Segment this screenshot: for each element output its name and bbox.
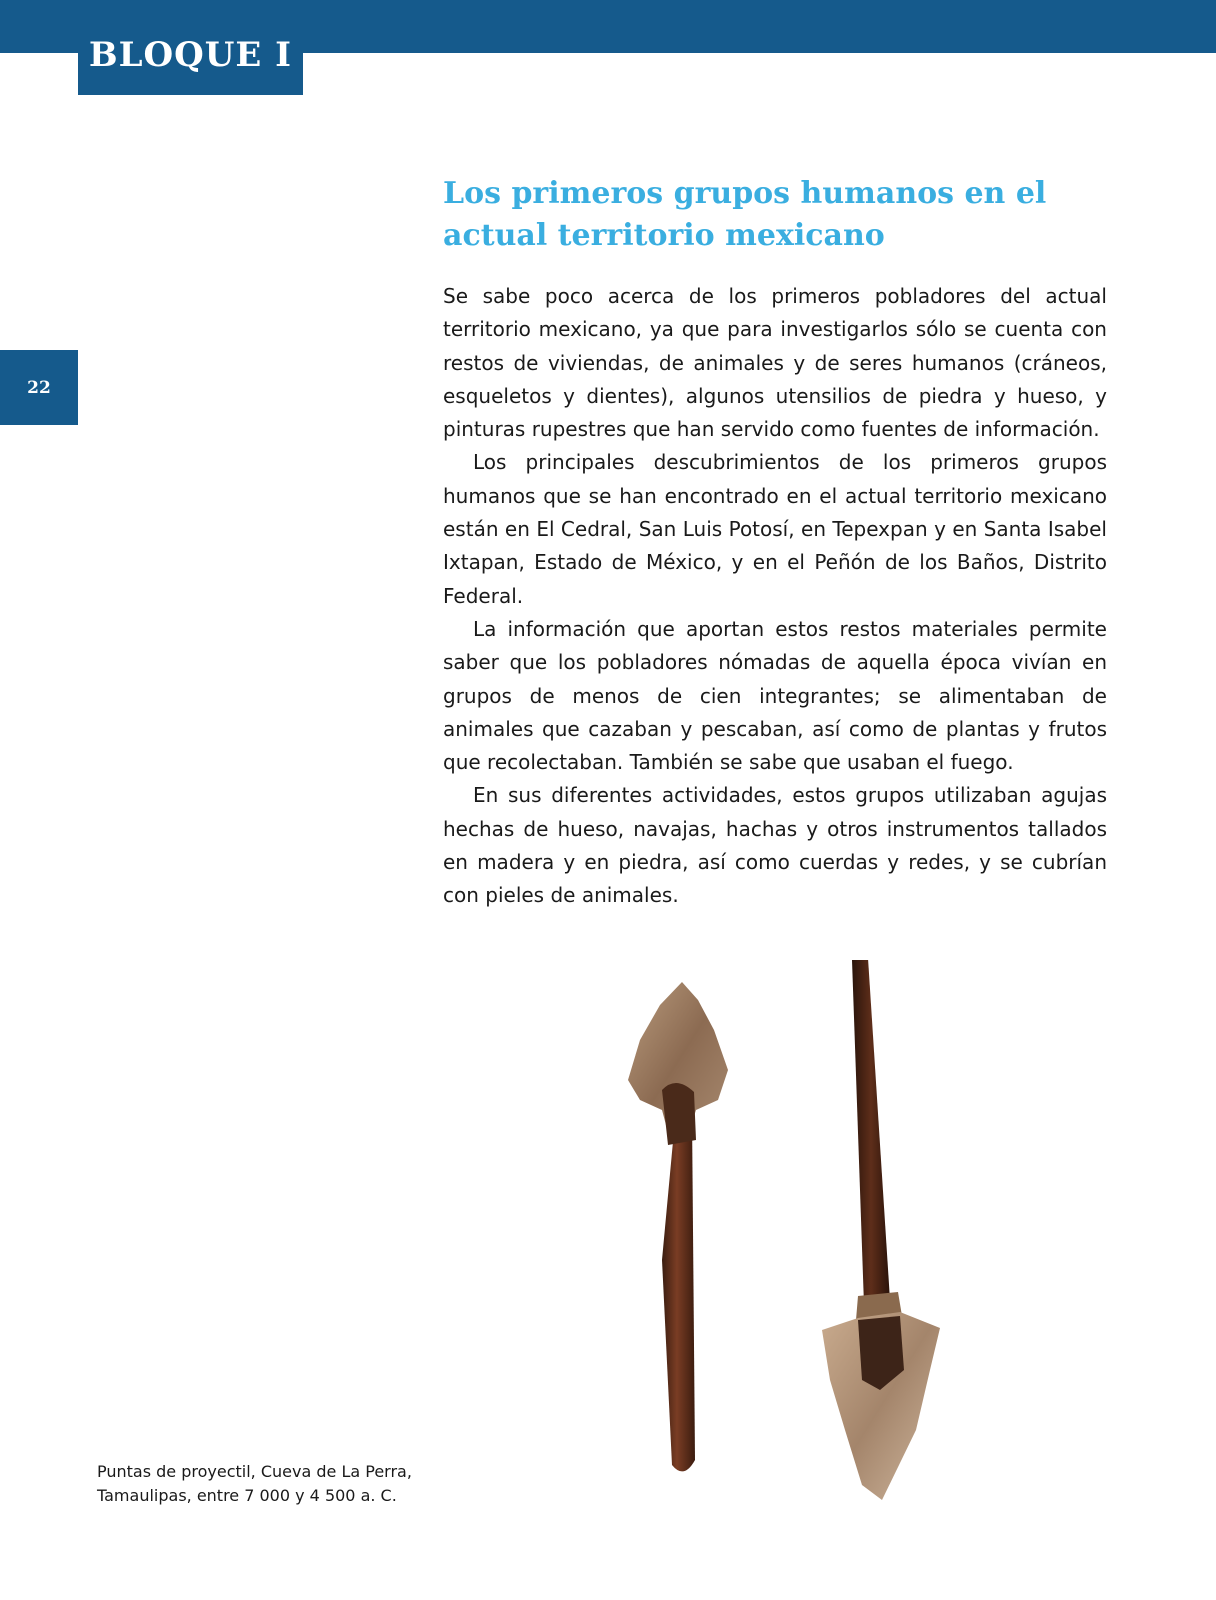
page-number-tab xyxy=(0,350,78,425)
projectile-points-image xyxy=(600,960,980,1540)
paragraph-1: Se sabe poco acerca de los primeros pobladores del actual territorio mexicano, ya que para investigarlos sólo se cuenta con restos de viviendas, de animales y de seres humanos (cráneos, esqueletos y dientes), algunos utensilios de piedra y hueso, y pinturas rupestres que han servido como fuentes de información. xyxy=(443,284,1107,442)
left-projectile-point xyxy=(628,982,728,1471)
page-number: 22 xyxy=(27,377,51,398)
article-title: Los primeros grupos humanos en el actual territorio mexicano xyxy=(443,176,1047,253)
right-projectile-point xyxy=(822,960,940,1500)
article-body xyxy=(443,280,1107,913)
paragraph-4: En sus diferentes actividades, estos grupos utilizaban agujas hechas de hueso, navajas, hachas y otros instrumentos tallados en madera y en piedra, así como cuerdas y redes, y se cubrían con pieles de animales. xyxy=(443,783,1107,908)
paragraph-2: Los principales descubrimientos de los primeros grupos humanos que se han encontrado en el actual territorio mexicano están en El Cedral, San Luis Potosí, en Tepexpan y en Santa Isabel Ixtapan, Estado de México, y en el Peñón de los Baños, Distrito Federal. xyxy=(443,450,1107,608)
section-label: BLOQUE I xyxy=(88,35,293,75)
paragraph-3: La información que aportan estos restos materiales permite saber que los pobladores nómadas de aquella época vivían en grupos de menos de cien integrantes; se alimentaban de animales que cazaban y pescaban, así como de plantas y frutos que recolectaban. También se sabe que usaban el fuego. xyxy=(443,616,1107,775)
caption-line-1: Puntas de proyectil, Cueva de La Perra, xyxy=(97,1462,412,1481)
section-tab xyxy=(78,0,303,95)
caption-line-2: Tamaulipas, entre 7 000 y 4 500 a. C. xyxy=(97,1486,397,1505)
figure-caption xyxy=(97,1460,417,1508)
